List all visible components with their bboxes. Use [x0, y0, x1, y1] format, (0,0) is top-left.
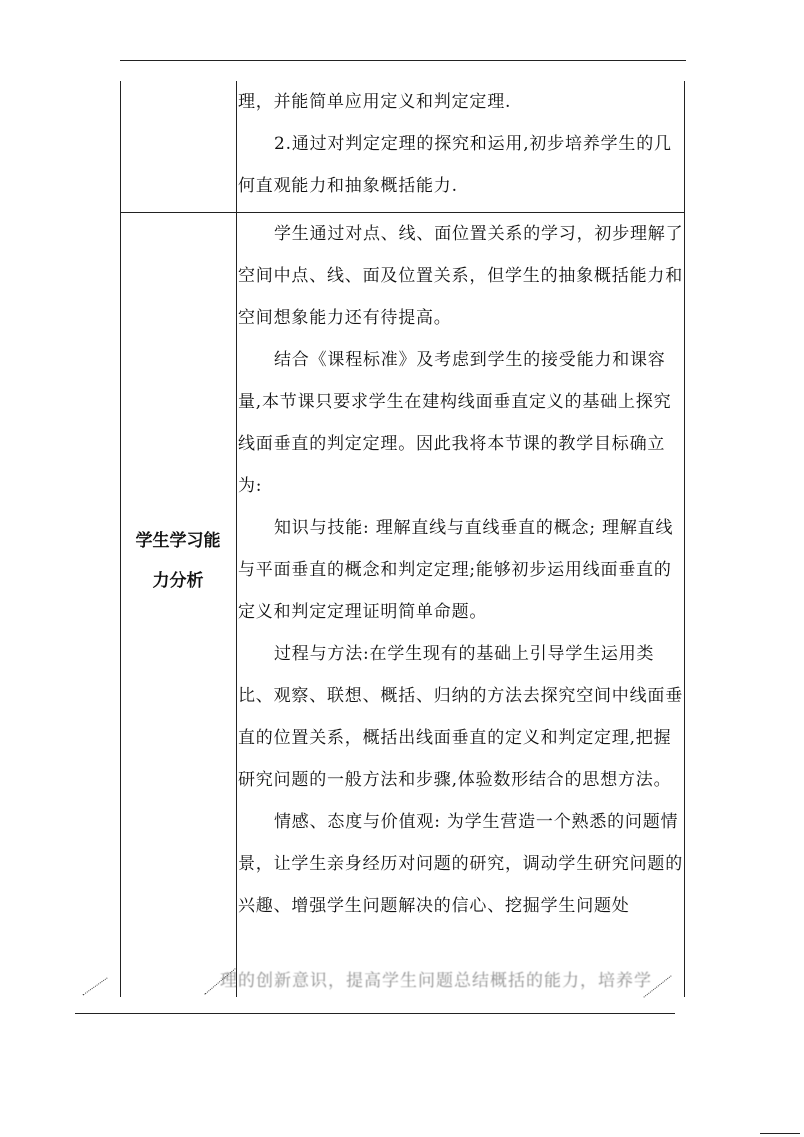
paragraph-process-methods: 过程与方法:在学生现有的基础上引导学生运用类比、观察、联想、概括、归纳的方法去探究空间中线面垂直的位置关系，概括出线面垂直的定义和判定定理,把握研究问题的一般方法和步骤,体验数形结合的思想方法。 — [238, 644, 683, 790]
paragraph-background: 学生通过对点、线、面位置关系的学习，初步理解了空间中点、线、面及位置关系，但学生的抽象概括能力和空间想象能力还有待提高。 — [238, 224, 684, 328]
top-row-cell — [238, 81, 684, 207]
header-rule — [120, 60, 686, 61]
row-label-line-2: 力分析 — [152, 571, 204, 591]
paragraph-emotion-attitude: 情感、态度与价值观: 为学生营造一个熟悉的问题情景，让学生亲身经历对问题的研究，调动学生研究问题的兴趣、增强学生问题解决的信心、挖掘学生问题处 — [238, 812, 683, 916]
row-label-student-ability — [120, 521, 236, 601]
lesson-table — [120, 81, 685, 1014]
footer-mark — [760, 1133, 800, 1134]
ability-analysis-cell — [238, 213, 684, 927]
paragraph-objectives: 结合《课程标准》及考虑到学生的接受能力和课容量,本节课只要求学生在建构线面垂直定义的基础上探究线面垂直的判定定理。因此我将本节课的教学目标确立为: — [238, 350, 672, 496]
paragraph-knowledge-skills: 知识与技能: 理解直线与直线垂直的概念; 理解直线与平面垂直的概念和判定定理;能够初步运用线面垂直的定义和判定定理证明简单命题。 — [238, 518, 674, 622]
row-label-line-1: 学生学习能 — [135, 531, 221, 551]
table-bottom-border — [75, 1013, 675, 1014]
table-column-divider — [236, 81, 237, 997]
top-row-paragraph-1: 理，并能简单应用定义和判定定理. — [238, 92, 512, 112]
smudged-text-line: 理的创新意识，提高学生问题总结概括的能力，培养学 — [220, 971, 652, 991]
table-right-border — [684, 81, 685, 997]
top-row-paragraph-2: 2.通过对判定定理的探究和运用,初步培养学生的几何直观能力和抽象概括能力. — [238, 134, 672, 196]
scan-artifact — [82, 977, 107, 995]
